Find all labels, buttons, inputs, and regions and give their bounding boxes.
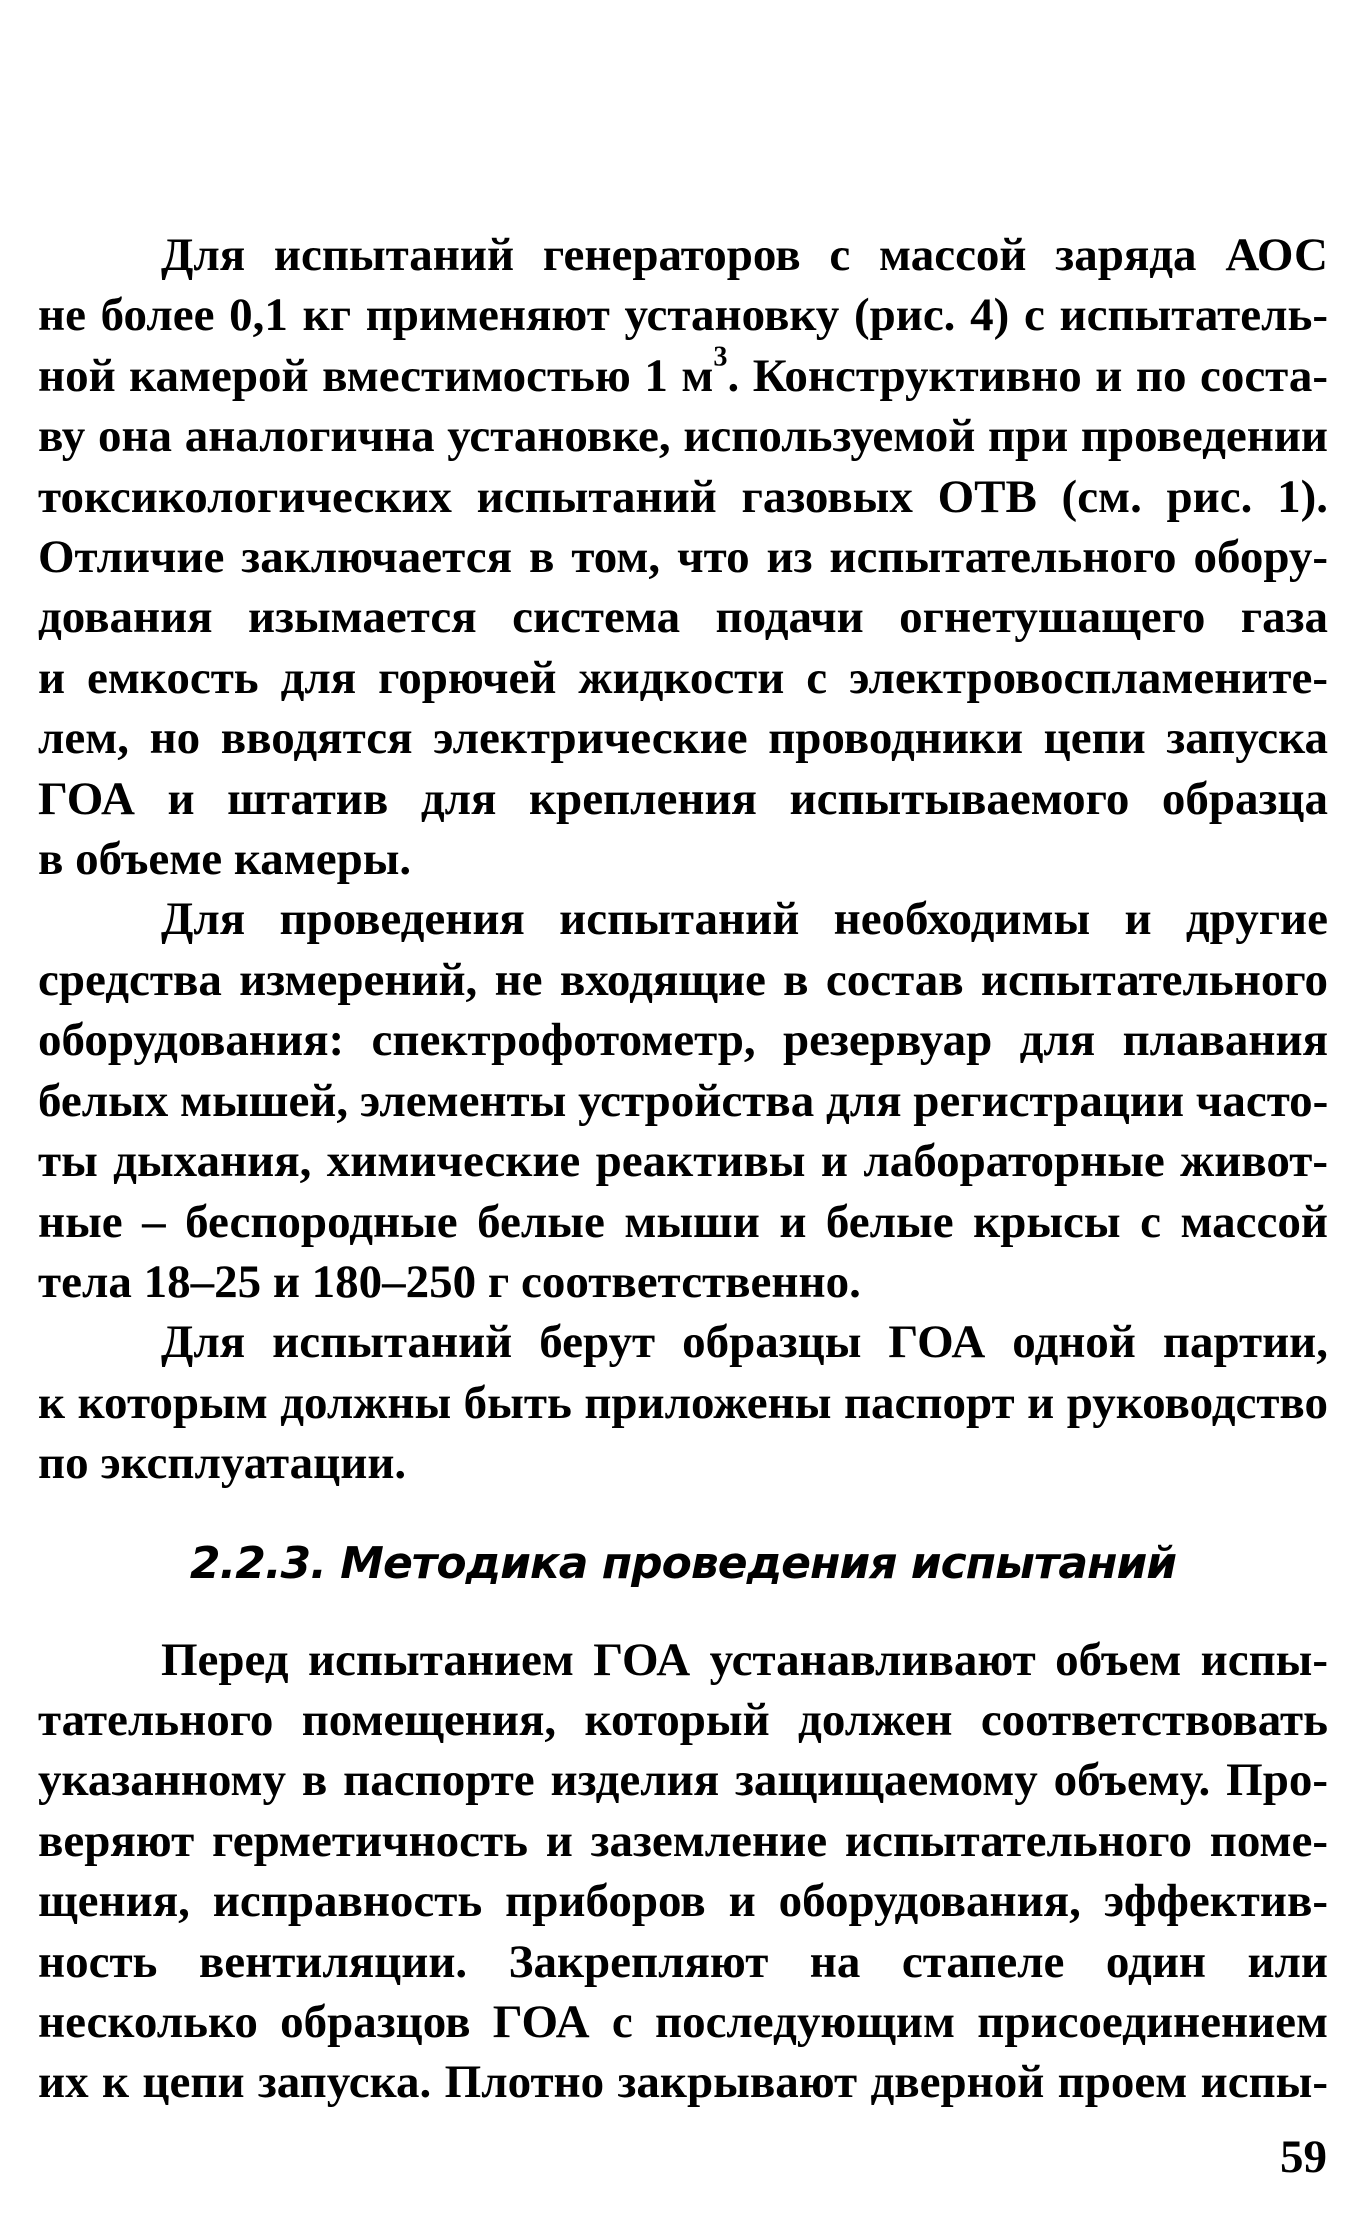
text-line: несколько образцов ГОА с последующим присоединением — [38, 1995, 1328, 2048]
text-line: Перед испытанием ГОА устанавливают объем испы- — [161, 1633, 1328, 1686]
text-line: веряют герметичность и заземление испытательного поме- — [38, 1814, 1328, 1867]
text-line: Для испытаний генераторов с массой заряда АОС — [161, 229, 1328, 281]
text-line: Для проведения испытаний необходимы и другие — [161, 893, 1328, 946]
text-line: ГОА и штатив для крепления испытываемого образца — [38, 772, 1328, 825]
text-line: тательного помещения, который должен соответствовать — [38, 1693, 1328, 1746]
paragraph-4 — [38, 1630, 1328, 2113]
text-segment: ной камерой вместимостью 1 м — [38, 349, 714, 402]
text-line: дования изымается система подачи огнетушащего газа — [38, 591, 1328, 644]
page-number: 59 — [1280, 2131, 1327, 2183]
paragraph-1 — [38, 225, 1328, 889]
text-line — [38, 341, 1328, 406]
text-line: указанному в паспорте изделия защищаемому объему. Про- — [38, 1754, 1328, 1807]
text-line: ты дыхания, химические реактивы и лабораторные живот- — [38, 1135, 1328, 1188]
text-line: ность вентиляции. Закрепляют на стапеле один или — [38, 1935, 1328, 1988]
text-line: белых мышей, элементы устройства для регистрации часто- — [38, 1074, 1329, 1127]
text-line: Отличие заключается в том, что из испытательного обору- — [38, 531, 1328, 584]
paragraph-3 — [38, 1312, 1328, 1493]
text-line: ные – беспородные белые мыши и белые крысы с массой — [38, 1195, 1328, 1248]
text-line: по эксплуатации. — [38, 1437, 407, 1490]
text-line: ву она аналогична установке, используемой при проведении — [38, 410, 1328, 463]
text-line: оборудования: спектрофотометр, резервуар для плавания — [38, 1014, 1328, 1067]
text-line: не более 0,1 кг применяют установку (рис. 4) с испытатель- — [38, 289, 1328, 342]
text-line: к которым должны быть приложены паспорт и руководство — [38, 1376, 1328, 1429]
page-body — [38, 225, 1328, 2113]
text-line: щения, исправность приборов и оборудования, эффектив- — [38, 1875, 1328, 1928]
text-segment: . Конструктивно и по соста- — [727, 349, 1328, 402]
text-line: их к цепи запуска. Плотно закрывают дверной проем испы- — [38, 2056, 1328, 2109]
text-line: Для испытаний берут образцы ГОА одной партии, — [161, 1316, 1328, 1369]
text-line: в объеме камеры. — [38, 833, 412, 886]
text-line: лем, но вводятся электрические проводники цепи запуска — [38, 712, 1328, 765]
text-line: токсикологических испытаний газовых ОТВ (см. рис. 1). — [38, 470, 1328, 523]
superscript: 3 — [713, 341, 728, 373]
paragraph-2 — [38, 889, 1328, 1312]
text-line: и емкость для горючей жидкости с электровоспламените- — [38, 651, 1328, 704]
text-line: тела 18–25 и 180–250 г соответственно. — [38, 1255, 861, 1308]
text-line: средства измерений, не входящие в состав испытательного — [38, 953, 1328, 1006]
section-heading: 2.2.3. Методика проведения испытаний — [189, 1537, 1177, 1589]
